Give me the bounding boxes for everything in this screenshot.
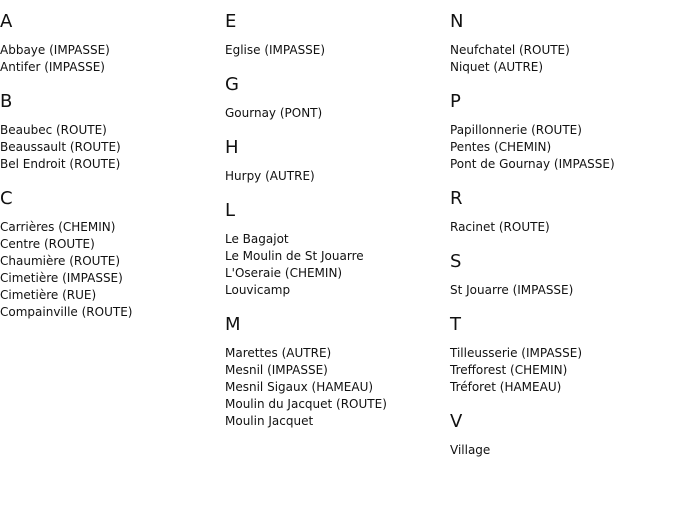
- street-list-item: [450, 345, 675, 362]
- street-link[interactable]: Beaubec (ROUTE): [0, 123, 107, 137]
- letter-group-t: [450, 313, 675, 396]
- street-list-item: [0, 287, 225, 304]
- letter-group-l: [225, 199, 450, 299]
- letter-heading: C: [0, 188, 13, 209]
- street-list-item: [450, 42, 675, 59]
- street-list-item: [450, 156, 675, 173]
- index-column-1: [0, 10, 225, 335]
- street-link[interactable]: Hurpy (AUTRE): [225, 169, 315, 183]
- street-list-item: [0, 236, 225, 253]
- street-list-item: [0, 59, 225, 76]
- letter-group-m: [225, 313, 450, 430]
- street-list: [450, 282, 675, 299]
- street-link[interactable]: Papillonnerie (ROUTE): [450, 123, 582, 137]
- street-link[interactable]: St Jouarre (IMPASSE): [450, 283, 574, 297]
- street-link[interactable]: Cimetière (IMPASSE): [0, 271, 123, 285]
- street-link[interactable]: Bel Endroit (ROUTE): [0, 157, 121, 171]
- street-link[interactable]: Mesnil Sigaux (HAMEAU): [225, 380, 374, 394]
- letter-heading: B: [0, 91, 13, 112]
- letter-heading: H: [225, 137, 239, 158]
- street-list-item: [0, 219, 225, 236]
- street-list: [0, 42, 225, 76]
- street-list-item: [450, 442, 675, 459]
- street-list-item: [0, 270, 225, 287]
- street-link[interactable]: Le Moulin de St Jouarre: [225, 249, 364, 263]
- letter-group-g: [225, 73, 450, 122]
- street-link[interactable]: Neufchatel (ROUTE): [450, 43, 570, 57]
- letter-heading: S: [450, 251, 462, 272]
- street-list-item: [450, 379, 675, 396]
- street-link[interactable]: Tilleusserie (IMPASSE): [450, 346, 583, 360]
- street-list-item: [225, 231, 450, 248]
- letter-heading: T: [450, 314, 461, 335]
- letter-heading: A: [0, 11, 13, 32]
- street-list-item: [0, 42, 225, 59]
- street-list-item: [450, 122, 675, 139]
- street-list: [0, 122, 225, 173]
- street-list-item: [225, 345, 450, 362]
- street-list: [225, 42, 450, 59]
- street-list-item: [225, 379, 450, 396]
- letter-heading: M: [225, 314, 241, 335]
- street-link[interactable]: Trefforest (CHEMIN): [450, 363, 568, 377]
- street-link[interactable]: Louvicamp: [225, 283, 291, 297]
- letter-group-c: [0, 187, 225, 321]
- street-link[interactable]: Compainville (ROUTE): [0, 305, 133, 319]
- street-list-item: [225, 282, 450, 299]
- street-link[interactable]: Village: [450, 443, 491, 457]
- street-list-item: [225, 248, 450, 265]
- street-list: [225, 168, 450, 185]
- letter-group-r: [450, 187, 675, 236]
- street-link[interactable]: L'Oseraie (CHEMIN): [225, 266, 343, 280]
- street-list: [225, 231, 450, 299]
- letter-group-e: [225, 10, 450, 59]
- street-list-item: [450, 59, 675, 76]
- street-list-item: [225, 105, 450, 122]
- letter-group-p: [450, 90, 675, 173]
- street-list-item: [0, 253, 225, 270]
- street-list: [225, 105, 450, 122]
- letter-group-h: [225, 136, 450, 185]
- street-list: [225, 345, 450, 430]
- street-list: [450, 345, 675, 396]
- letter-group-a: [0, 10, 225, 76]
- street-link[interactable]: Gournay (PONT): [225, 106, 323, 120]
- street-link[interactable]: Niquet (AUTRE): [450, 60, 544, 74]
- street-link[interactable]: Mesnil (IMPASSE): [225, 363, 328, 377]
- street-list-item: [225, 265, 450, 282]
- street-list-item: [0, 304, 225, 321]
- street-list: [0, 219, 225, 321]
- street-list-item: [225, 168, 450, 185]
- street-list-item: [225, 396, 450, 413]
- index-column-3: [450, 10, 675, 473]
- street-link[interactable]: Le Bagajot: [225, 232, 289, 246]
- street-list-item: [0, 139, 225, 156]
- letter-heading: L: [225, 200, 236, 221]
- street-list-item: [225, 42, 450, 59]
- street-list: [450, 122, 675, 173]
- letter-heading: P: [450, 91, 461, 112]
- street-link[interactable]: Racinet (ROUTE): [450, 220, 550, 234]
- street-list-item: [450, 139, 675, 156]
- letter-group-s: [450, 250, 675, 299]
- letter-heading: R: [450, 188, 463, 209]
- street-link[interactable]: Carrières (CHEMIN): [0, 220, 116, 234]
- street-link[interactable]: Chaumière (ROUTE): [0, 254, 121, 268]
- street-list-item: [0, 156, 225, 173]
- street-list-item: [450, 362, 675, 379]
- letter-heading: G: [225, 74, 239, 95]
- street-link[interactable]: Cimetière (RUE): [0, 288, 97, 302]
- street-link[interactable]: Tréforet (HAMEAU): [450, 380, 562, 394]
- street-list-item: [225, 362, 450, 379]
- letter-heading: E: [225, 11, 237, 32]
- street-link[interactable]: Antifer (IMPASSE): [0, 60, 105, 74]
- letter-group-v: [450, 410, 675, 459]
- street-list-item: [450, 219, 675, 236]
- letter-group-n: [450, 10, 675, 76]
- street-list: [450, 442, 675, 459]
- street-link[interactable]: Marettes (AUTRE): [225, 346, 332, 360]
- street-link[interactable]: Pentes (CHEMIN): [450, 140, 552, 154]
- letter-group-b: [0, 90, 225, 173]
- letter-heading: N: [450, 11, 464, 32]
- street-link[interactable]: Eglise (IMPASSE): [225, 43, 326, 57]
- street-link[interactable]: Abbaye (IMPASSE): [0, 43, 110, 57]
- index-column-2: [225, 10, 450, 444]
- street-list-item: [450, 282, 675, 299]
- street-link[interactable]: Moulin Jacquet: [225, 414, 314, 428]
- street-link[interactable]: Beaussault (ROUTE): [0, 140, 121, 154]
- street-link[interactable]: Centre (ROUTE): [0, 237, 95, 251]
- street-list: [450, 42, 675, 76]
- street-link[interactable]: Pont de Gournay (IMPASSE): [450, 157, 615, 171]
- street-list: [450, 219, 675, 236]
- street-list-item: [0, 122, 225, 139]
- letter-heading: V: [450, 411, 463, 432]
- street-link[interactable]: Moulin du Jacquet (ROUTE): [225, 397, 387, 411]
- street-list-item: [225, 413, 450, 430]
